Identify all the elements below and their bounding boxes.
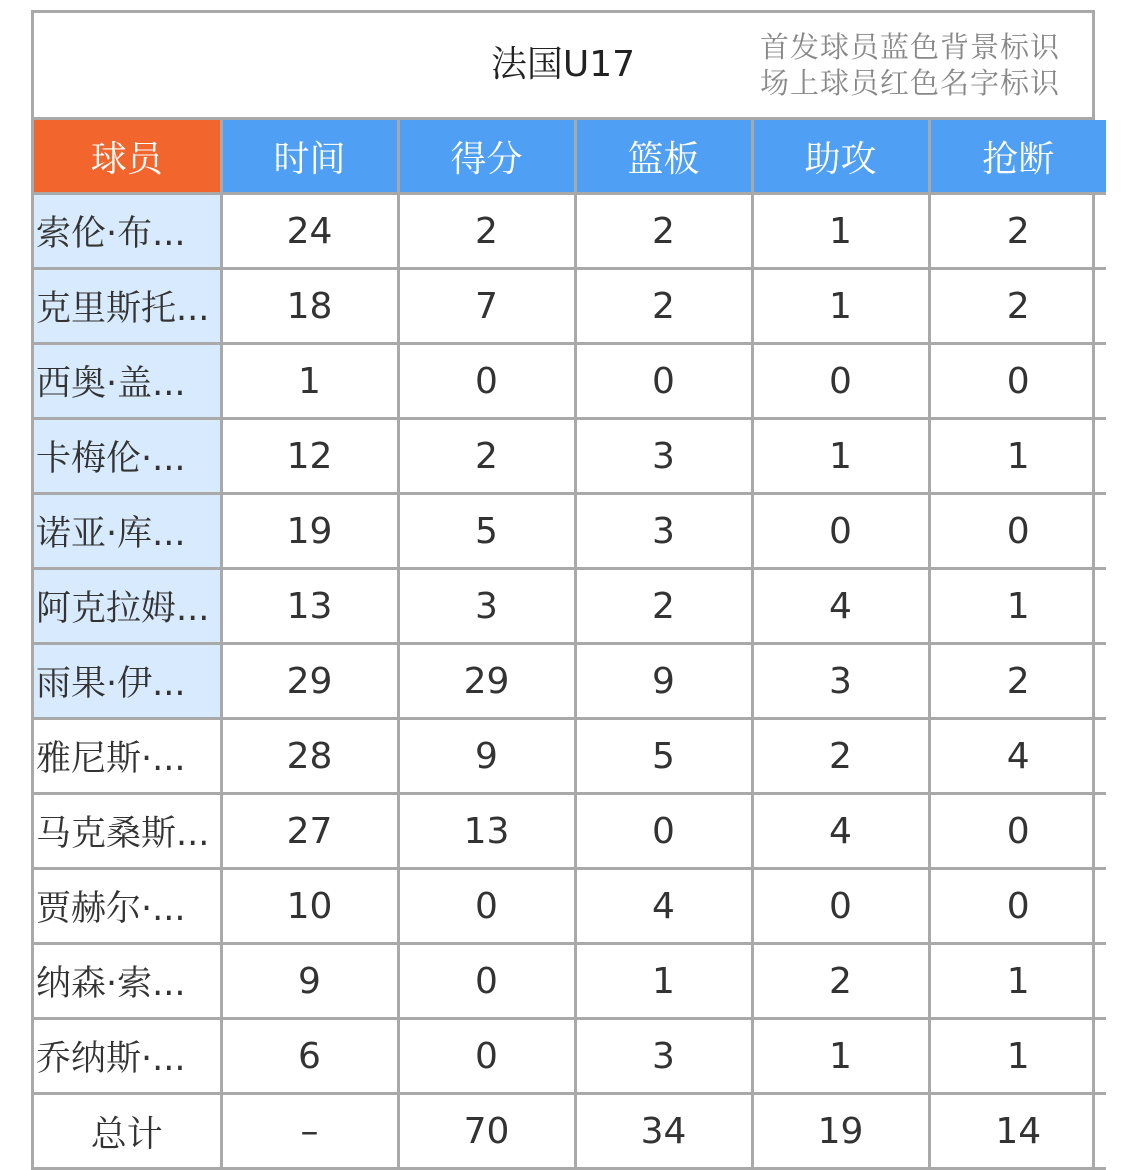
assists-cell: 4 xyxy=(752,794,929,869)
steals-cell: 2 xyxy=(929,194,1106,269)
player-name-cell[interactable]: 西奥·盖... xyxy=(34,344,221,419)
points-cell: 2 xyxy=(398,194,575,269)
steals-cell: 1 xyxy=(929,569,1106,644)
team-title: 法国U17 xyxy=(490,44,636,85)
points-cell: 29 xyxy=(398,644,575,719)
rebounds-cell: 2 xyxy=(575,269,752,344)
points-cell: 0 xyxy=(398,944,575,1019)
assists-cell: 1 xyxy=(752,419,929,494)
time-cell: 6 xyxy=(221,1019,398,1094)
points-cell: 2 xyxy=(398,419,575,494)
time-cell: 12 xyxy=(221,419,398,494)
steals-cell: 1 xyxy=(929,419,1106,494)
time-cell: 27 xyxy=(221,794,398,869)
player-name-cell[interactable]: 卡梅伦·... xyxy=(34,419,221,494)
column-header-time[interactable]: 时间 xyxy=(221,120,398,194)
time-cell: 18 xyxy=(221,269,398,344)
player-stats-table xyxy=(34,120,1106,1170)
steals-cell: 0 xyxy=(929,344,1106,419)
points-cell: 0 xyxy=(398,1019,575,1094)
assists-cell: 3 xyxy=(752,644,929,719)
legend-note xyxy=(760,29,1060,101)
steals-cell: 1 xyxy=(929,1019,1106,1094)
player-name-cell[interactable]: 雅尼斯·... xyxy=(34,719,221,794)
rebounds-cell: 9 xyxy=(575,644,752,719)
total-label-cell: 总计 xyxy=(34,1094,221,1169)
column-header-assists[interactable]: 助攻 xyxy=(752,120,929,194)
assists-cell: 1 xyxy=(752,269,929,344)
points-cell: 7 xyxy=(398,269,575,344)
legend-oncourt-note: 场上球员红色名字标识 xyxy=(759,66,1060,100)
total-assists-cell: 19 xyxy=(752,1094,929,1169)
time-cell: 19 xyxy=(221,494,398,569)
player-name-cell[interactable]: 贾赫尔·... xyxy=(34,869,221,944)
table-row[interactable] xyxy=(34,944,1106,1019)
table-row[interactable] xyxy=(34,419,1106,494)
stats-table-card xyxy=(31,10,1095,1170)
assists-cell: 0 xyxy=(752,494,929,569)
player-name-cell[interactable]: 雨果·伊... xyxy=(34,644,221,719)
player-name-cell[interactable]: 阿克拉姆... xyxy=(34,569,221,644)
column-header-steals[interactable]: 抢断 xyxy=(929,120,1106,194)
legend-starter-note: 首发球员蓝色背景标识 xyxy=(759,30,1060,64)
player-name-cell[interactable]: 克里斯托... xyxy=(34,269,221,344)
table-row[interactable] xyxy=(34,494,1106,569)
points-cell: 3 xyxy=(398,569,575,644)
rebounds-cell: 4 xyxy=(575,869,752,944)
table-row[interactable] xyxy=(34,1019,1106,1094)
player-name-cell[interactable]: 诺亚·库... xyxy=(34,494,221,569)
title-bar xyxy=(34,13,1092,120)
rebounds-cell: 0 xyxy=(575,794,752,869)
total-rebounds-cell: 34 xyxy=(575,1094,752,1169)
table-row[interactable] xyxy=(34,644,1106,719)
time-cell: 28 xyxy=(221,719,398,794)
total-row xyxy=(34,1094,1106,1169)
steals-cell: 1 xyxy=(929,944,1106,1019)
rebounds-cell: 3 xyxy=(575,1019,752,1094)
time-cell: 24 xyxy=(221,194,398,269)
column-header-player[interactable]: 球员 xyxy=(34,120,221,194)
total-time-cell: – xyxy=(221,1094,398,1169)
time-cell: 29 xyxy=(221,644,398,719)
table-body xyxy=(34,194,1106,1169)
assists-cell: 1 xyxy=(752,194,929,269)
points-cell: 9 xyxy=(398,719,575,794)
table-row[interactable] xyxy=(34,194,1106,269)
total-points-cell: 70 xyxy=(398,1094,575,1169)
points-cell: 5 xyxy=(398,494,575,569)
points-cell: 13 xyxy=(398,794,575,869)
assists-cell: 0 xyxy=(752,869,929,944)
steals-cell: 4 xyxy=(929,719,1106,794)
column-header-points[interactable]: 得分 xyxy=(398,120,575,194)
player-name-cell[interactable]: 索伦·布... xyxy=(34,194,221,269)
table-row[interactable] xyxy=(34,869,1106,944)
column-header-rebounds[interactable]: 篮板 xyxy=(575,120,752,194)
rebounds-cell: 2 xyxy=(575,569,752,644)
assists-cell: 2 xyxy=(752,719,929,794)
steals-cell: 2 xyxy=(929,269,1106,344)
rebounds-cell: 3 xyxy=(575,494,752,569)
rebounds-cell: 2 xyxy=(575,194,752,269)
points-cell: 0 xyxy=(398,344,575,419)
steals-cell: 0 xyxy=(929,869,1106,944)
table-row[interactable] xyxy=(34,569,1106,644)
time-cell: 1 xyxy=(221,344,398,419)
rebounds-cell: 1 xyxy=(575,944,752,1019)
table-row[interactable] xyxy=(34,794,1106,869)
steals-cell: 2 xyxy=(929,644,1106,719)
total-steals-cell: 14 xyxy=(929,1094,1106,1169)
assists-cell: 4 xyxy=(752,569,929,644)
assists-cell: 0 xyxy=(752,344,929,419)
table-row[interactable] xyxy=(34,719,1106,794)
player-name-cell[interactable]: 乔纳斯·... xyxy=(34,1019,221,1094)
header-row xyxy=(34,120,1106,194)
steals-cell: 0 xyxy=(929,794,1106,869)
table-row[interactable] xyxy=(34,344,1106,419)
steals-cell: 0 xyxy=(929,494,1106,569)
points-cell: 0 xyxy=(398,869,575,944)
table-row[interactable] xyxy=(34,269,1106,344)
rebounds-cell: 0 xyxy=(575,344,752,419)
rebounds-cell: 5 xyxy=(575,719,752,794)
time-cell: 10 xyxy=(221,869,398,944)
assists-cell: 1 xyxy=(752,1019,929,1094)
time-cell: 13 xyxy=(221,569,398,644)
time-cell: 9 xyxy=(221,944,398,1019)
assists-cell: 2 xyxy=(752,944,929,1019)
player-name-cell[interactable]: 纳森·索... xyxy=(34,944,221,1019)
player-name-cell[interactable]: 马克桑斯... xyxy=(34,794,221,869)
rebounds-cell: 3 xyxy=(575,419,752,494)
